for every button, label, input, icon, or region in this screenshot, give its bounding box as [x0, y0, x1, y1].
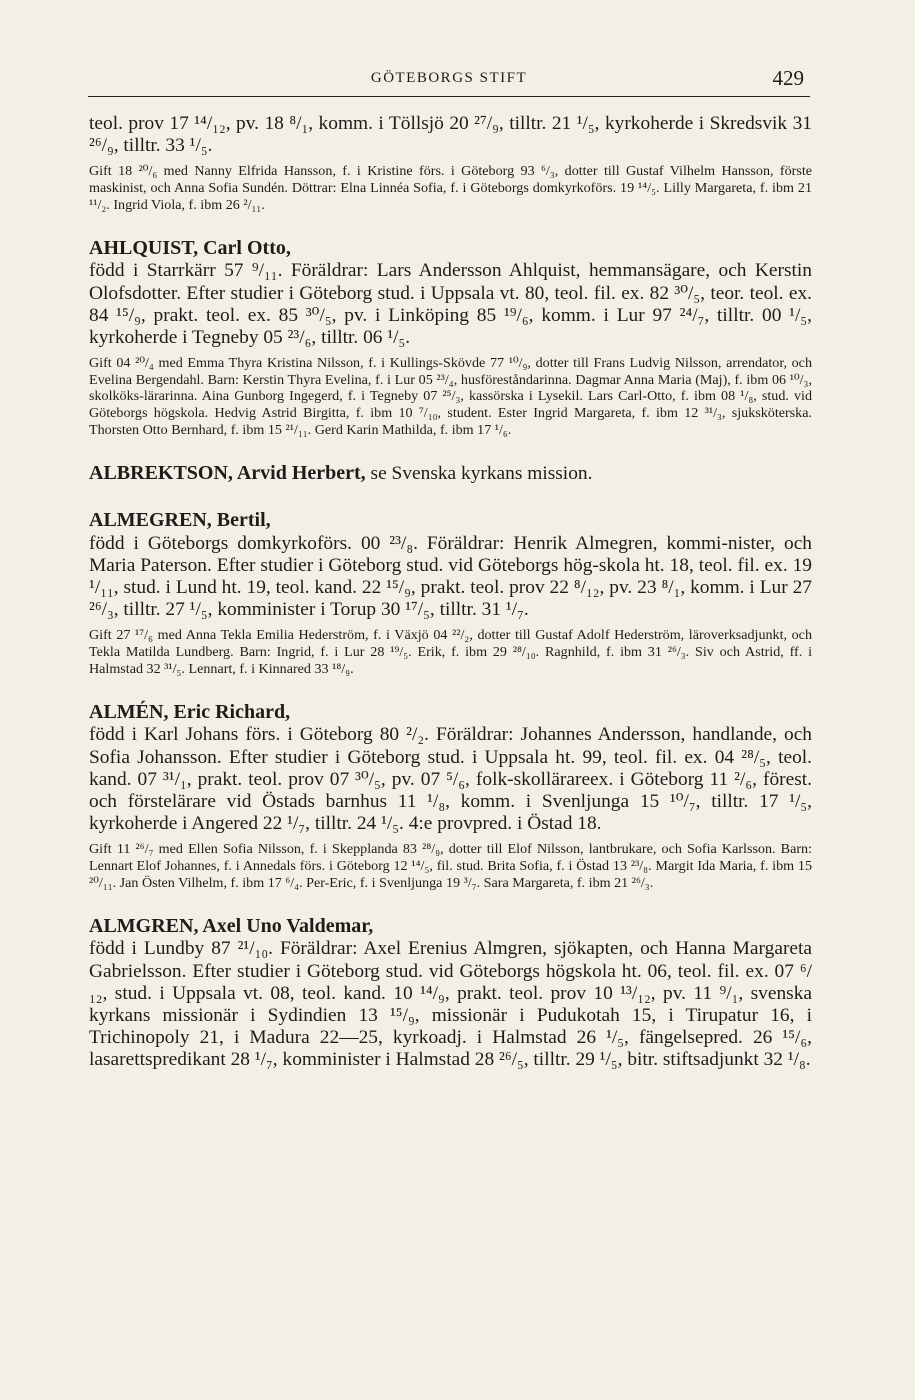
continued-career: teol. prov 17 ¹⁴/₁₂, pv. 18 ⁸/₁, komm. i Töllsjö 20 ²⁷/₉, tilltr. 21 ¹/₅, kyrkoherde i Skredsvik 31 ²⁶/₉, tilltr. 33 ¹/₅. [89, 113, 812, 157]
almegren-bio: född i Göteborgs domkyrkoförs. 00 ²³/₈. Föräldrar: Henrik Almegren, kommi-nister, och Maria Paterson. Efter studier i Göteborg stud. vid Göteborgs hög-skola ht. 18, teol. fil. ex. 19 ¹/₁₁, stud. i Lund ht. 19, teol. kand. 22 ¹⁵/₉, prakt. teol. prov 22 ⁸/₁₂, pv. 23 ⁸/₁, komm. i Lur 27 ²⁶/₃, tilltr. 27 ¹/₅, komminister i Torup 30 ¹⁷/₅, tilltr. 31 ¹/₇. [89, 532, 812, 621]
almgren-bio-paragraph [89, 915, 812, 1071]
almen-family: Gift 11 ²⁶/₇ med Ellen Sofia Nilsson, f. i Skepplanda 83 ²⁸/₉, dotter till Elof Nilsson, lantbrukare, och Sofia Karlsson. Barn: Lennart Elof Johannes, f. i Annedals förs. i Göteborg 12 ¹⁴/₅, fil. stud. Brita Sofia, f. i Östad 13 ²³/₈. Margit Ida Maria, f. ibm 15 ²⁰/₁₁. Jan Östen Vilhelm, f. ibm 17 ⁶/₄. Per-Eric, f. i Svenljunga 19 ³/₇. Sara Margareta, f. ibm 21 ²⁶/₃. [89, 841, 812, 891]
albrektson-paragraph [89, 462, 812, 485]
running-title: GÖTEBORGS STIFT [370, 70, 528, 86]
almen-bio: född i Karl Johans förs. i Göteborg 80 ²/₂. Föräldrar: Johannes Andersson, handlande, och Sofia Johansson. Efter studier i Göteborg stud. i Uppsala ht. 99, teol. fil. ex. 04 ²⁸/₅, teol. kand. 07 ³¹/₁, prakt. teol. prov 07 ³⁰/₅, pv. 07 ⁵/₆, folk-skollärareex. i Göteborg 11 ²/₆, förest. och förstelärare vid Östads barnhus 11 ¹/₈, komm. i Svenljunga 15 ¹⁰/₇, tilltr. 17 ¹/₅, kyrkoherde i Angered 22 ¹/₇, tilltr. 24 ¹/₅. 4:e provpred. i Östad 18. [89, 724, 812, 835]
ahlquist-family: Gift 04 ²⁰/₄ med Emma Thyra Kristina Nilsson, f. i Kullings-Skövde 77 ¹⁰/₉, dotter till Frans Ludvig Nilsson, arrendator, och Evelina Bergendahl. Barn: Kerstin Thyra Evelina, f. i Lur 05 ²³/₄, husföreståndarinna. Dagmar Anna Maria (Maj), f. ibm 06 ¹⁰/₃, skolköks-lärarinna. Aina Gunborg Ingegerd, f. i Tegneby 07 ²⁵/₃, kassörska i Lysekil. Lars Carl-Otto, f. ibm 08 ¹/₈, stud. vid Göteborgs högskola. Hedvig Astrid Birgitta, f. ibm 10 ⁷/₁₀, student. Ester Ingrid Margareta, f. ibm 12 ³¹/₃, sjuksköterska. Thorsten Otto Bernhard, f. ibm 15 ²¹/₁₁. Gerd Karin Mathilda, f. ibm 17 ¹/₆. [89, 355, 812, 438]
running-head [88, 64, 810, 97]
ahlquist-bio: född i Starrkärr 57 ⁹/₁₁. Föräldrar: Lars Andersson Ahlquist, hemmansägare, och Kerstin Olofsdotter. Efter studier i Göteborg stud. i Uppsala vt. 80, teol. fil. ex. 82 ³⁰/₅, teor. teol. ex. 84 ¹⁵/₉, prakt. teol. ex. 85 ³⁰/₅, pv. i Linköping 85 ¹⁹/₆, komm. i Lur 97 ²⁴/₇, tilltr. 00 ¹/₅, kyrkoherde i Tegneby 05 ²³/₆, tilltr. 06 ¹/₅. [89, 260, 812, 348]
entry-continued [89, 113, 812, 213]
entry-almegren [89, 509, 812, 677]
albrektson-name: ALBREKTSON, Arvid Herbert, [89, 462, 366, 485]
body-text [89, 113, 812, 1072]
almegren-name: ALMEGREN, Bertil, [89, 509, 271, 532]
albrektson-note: se Svenska kyrkans mission. [370, 463, 593, 485]
almen-name: ALMÉN, Eric Richard, [89, 701, 291, 724]
almegren-bio-paragraph [89, 509, 812, 621]
almgren-name: ALMGREN, Axel Uno Valdemar, [89, 915, 374, 938]
almegren-family: Gift 27 ¹⁷/₆ med Anna Tekla Emilia Hederström, f. i Växjö 04 ²²/₂, dotter till Gustaf Adolf Hederström, läroverksadjunkt, och Tekla Matilda Lundberg. Barn: Ingrid, f. i Lur 28 ¹⁹/₅. Erik, f. ibm 29 ²⁸/₁₀. Ragnhild, f. ibm 31 ²⁶/₃. Siv och Astrid, ff. i Halmstad 32 ³¹/₅. Lennart, f. i Kinnared 33 ¹⁸/₉. [89, 627, 812, 677]
entry-almen [89, 701, 812, 891]
entry-almgren [89, 915, 812, 1071]
entry-albrektson [89, 462, 812, 485]
ahlquist-bio-paragraph [89, 237, 812, 349]
ahlquist-name: AHLQUIST, Carl Otto, [89, 237, 291, 260]
almgren-bio: född i Lundby 87 ²¹/₁₀. Föräldrar: Axel Erenius Almgren, sjökapten, och Hanna Margareta Gabrielsson. Efter studier i Göteborg stud. vid Göteborgs högskola ht. 06, teol. fil. ex. 07 ⁶/₁₂, stud. i Uppsala vt. 08, teol. kand. 10 ¹⁴/₉, prakt. teol. prov 10 ¹³/₁₂, pv. 11 ⁹/₁, svenska kyrkans missionär i Sydindien 13 ¹⁵/₉, missionär i Pudukotah 15, i Tirupatur 16, i Trichinopoly 21, i Madura 22—25, kyrkoadj. i Halmstad 26 ¹/₅, fängelsepred. 26 ¹⁵/₆, lasarettspredikant 28 ¹/₇, komminister i Halmstad 28 ²⁶/₅, tilltr. 29 ¹/₅, bitr. stiftsadjunkt 32 ¹/₈. [89, 938, 812, 1071]
almen-bio-paragraph [89, 701, 812, 835]
continued-family: Gift 18 ²⁰/₆ med Nanny Elfrida Hansson, f. i Kristine förs. i Göteborg 93 ⁶/₃, dotter till Gustaf Vilhelm Hansson, förste maskinist, och Anna Sofia Sundén. Döttrar: Elna Linnéa Sofia, f. i Göteborgs domkyrkoförs. 19 ¹⁴/₅. Lilly Margareta, f. ibm 21 ¹¹/₂. Ingrid Viola, f. ibm 26 ²/₁₁. [89, 163, 812, 213]
entry-ahlquist [89, 237, 812, 438]
page-number: 429 [772, 66, 804, 90]
